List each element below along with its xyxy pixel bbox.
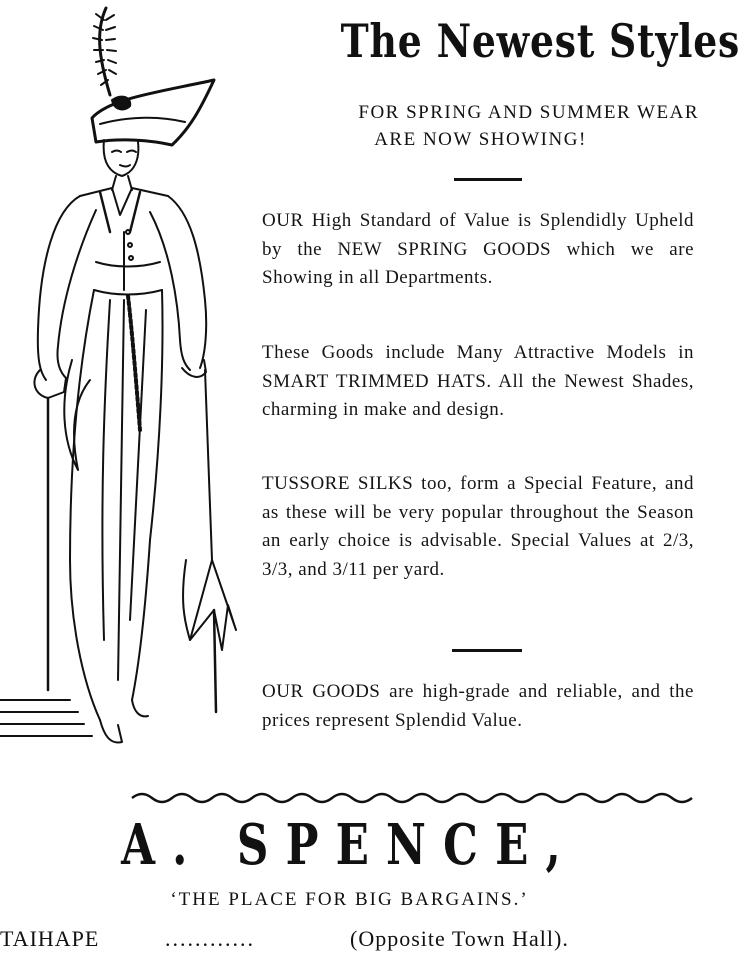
paragraph-value: OUR High Standard of Value is Splendidly Upheld by the NEW SPRING GOODS which we are Showing in all Departments.	[262, 210, 694, 288]
wavy-divider-icon	[132, 788, 697, 804]
subheading-line-2: ARE NOW SHOWING!	[374, 129, 587, 150]
tagline: ‘THE PLACE FOR BIG BARGAINS.’	[170, 889, 529, 910]
town-name: TAIHAPE	[0, 926, 100, 951]
paragraph-goods: OUR GOODS are high-grade and reliable, and the prices represent Splendid Value.	[262, 681, 694, 731]
subheading-line-1: FOR SPRING AND SUMMER WEAR	[358, 102, 699, 123]
leader-dots: ............	[165, 926, 255, 951]
headline: The Newest Styles	[340, 14, 740, 68]
fashion-illustration-icon	[0, 0, 250, 770]
paragraph-hats: These Goods include Many Attractive Models in SMART TRIMMED HATS. All the Newest Shades, charming in make and design.	[262, 342, 694, 420]
shop-name: A. SPENCE,	[121, 812, 578, 878]
divider-short	[454, 178, 522, 181]
divider-short-2	[452, 649, 522, 652]
location-text: (Opposite Town Hall).	[350, 926, 569, 951]
paragraph-silks: TUSSORE SILKS too, form a Special Feature, and as these will be very popular throughout the Season an early choice is advisable. Special Values at 2/3, 3/3, and 3/11 per yard.	[262, 473, 694, 580]
